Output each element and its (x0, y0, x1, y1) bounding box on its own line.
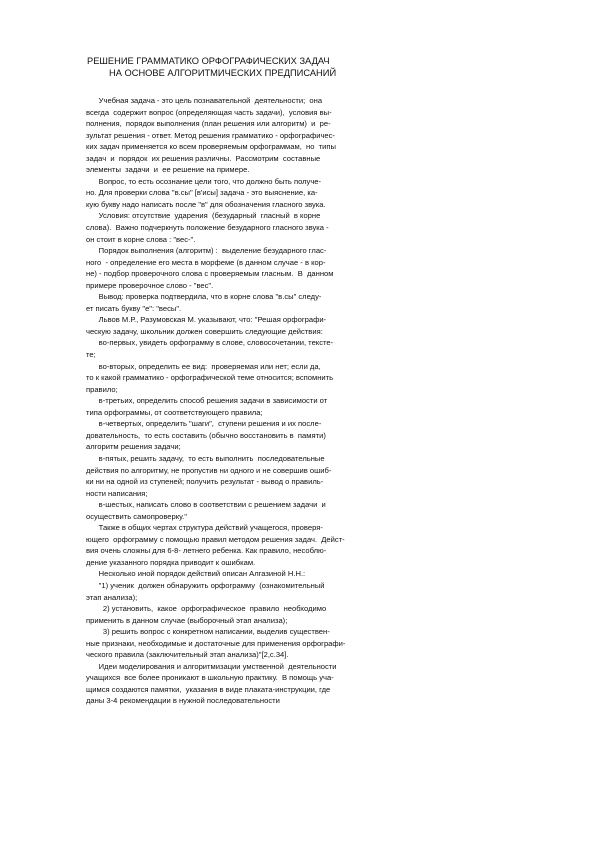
text-line: в-четвертых, определить "шаги", ступени решения и их после- (86, 419, 322, 429)
text-line: применить в данном случае (выборочный этап анализа); (86, 615, 288, 625)
text-line: Условия: отсутствие ударения (безударный гласный в корне (86, 211, 321, 221)
text-line: осуществить самопроверку." (86, 511, 187, 521)
text-line: довательность, то есть составить (обычно восстановить в памяти) (86, 430, 326, 440)
text-line: полнения, порядок выполнения (план решения или алгоритм) и ре- (86, 119, 331, 129)
title-line-2: НА ОСНОВЕ АЛГОРИТМИЧЕСКИХ ПРЕДПИСАНИЙ (109, 68, 337, 78)
text-line: учащихся все более проникают в школьную практику. В помощь уча- (86, 673, 334, 683)
text-line: Также в общих чертах структура действий учащегося, проверя- (86, 523, 323, 533)
text-line: ческого правила (заключительный этап анализа)"[2,с.34]. (86, 650, 289, 660)
text-line: 2) установить, какое орфографическое правило необходимо (86, 604, 327, 614)
text-line: но. Для проверки слова "в.сы" [в'исы] задача - это выяснение, ка- (86, 188, 318, 198)
text-line: во-первых, увидеть орфограмму в слове, словосочетании, тексте- (86, 338, 334, 348)
page-title (87, 55, 507, 79)
text-line: 3) решить вопрос с конкретном написании, выделив существен- (86, 627, 330, 637)
text-line: Вопрос, то есть осознание цели того, что должно быть получе- (86, 176, 322, 186)
text-line: Вывод: проверка подтвердила, что в корне слова "в.сы" следу- (86, 292, 322, 302)
text-line: те; (86, 350, 96, 360)
text-line: ет писать букву "е": "весы". (86, 303, 182, 313)
text-line: элементы задачи и ее решение на примере. (86, 165, 250, 175)
text-line: Львов М.Р., Разумовская М. указывают, что: "Решая орфографи- (86, 315, 327, 325)
text-line: алгоритм решения задачи; (86, 442, 181, 452)
text-line: зультат решения - ответ. Метод решения грамматико - орфографичес- (86, 130, 335, 140)
body-text (86, 95, 436, 707)
text-line: типа орфограммы, от соответствующего правила; (86, 407, 263, 417)
text-line: в-пятых, решить задачу, то есть выполнить последовательные (86, 453, 325, 463)
text-line: во-вторых, определить ее вид: проверяемая или нет; если да, (86, 361, 321, 371)
text-line: Несколько иной порядок действий описан Алгазиной Н.Н.: (86, 569, 306, 579)
text-line: всегда содержит вопрос (определяющая часть задачи), условия вы- (86, 107, 332, 117)
text-line: дение указанного порядка приводит к ошибкам. (86, 557, 256, 567)
text-line: ности написания; (86, 488, 148, 498)
text-line: даны 3-4 рекомендации в нужной последовательности (86, 696, 280, 706)
text-line: Порядок выполнения (алгоритм) : выделение безударного глас- (86, 246, 327, 256)
text-line: в-третьих, определить способ решения задачи в зависимости от (86, 396, 328, 406)
text-line: этап анализа); (86, 592, 138, 602)
text-line: действия по алгоритму, не пропустив ни одного и не совершив ошиб- (86, 465, 332, 475)
text-line: ные признаки, необходимые и достаточные для применения орфографи- (86, 638, 346, 648)
text-line: ного - определение его места в морфеме (в данном случае - в кор- (86, 257, 326, 267)
text-line: то к какой грамматико - орфографической теме относится; вспомнить (86, 373, 334, 383)
text-line: правило; (86, 384, 118, 394)
text-line: в-шестых, написать слово в соответствии с решением задачи и (86, 500, 326, 510)
text-line: не) - подбор проверочного слова с проверяемым гласным. В данном (86, 269, 334, 279)
text-line: задач и порядок их решения различны. Рассмотрим составные (86, 153, 321, 163)
text-line: кую букву надо написать после "в" для обозначения гласного звука. (86, 199, 326, 209)
text-line: ки ни на одной из ступеней; получить результат - вывод о правиль- (86, 477, 324, 487)
text-line: "1) ученик должен обнаружить орфограмму (ознакомительный (86, 580, 325, 590)
text-line: слова). Важно подчеркнуть положение безударного гласного звука - (86, 223, 329, 233)
title-line-1: РЕШЕНИЕ ГРАММАТИКО ОРФОГРАФИЧЕСКИХ ЗАДАЧ (87, 56, 330, 66)
text-line: Учебная задача - это цель познавательной деятельности; она (86, 96, 323, 105)
text-line: ческую задачу, школьник должен совершить следующие действия: (86, 326, 323, 336)
text-line: он стоит в корне слова : "вес-". (86, 234, 196, 244)
text-line: Идеи моделирования и алгоритмизации умственной деятельности (86, 661, 337, 671)
text-line: ких задач применяется ко всем проверяемым орфограммам, но типы (86, 142, 336, 152)
text-line: вия очень сложны для 6-8- летнего ребенка. Как правило, несоблю- (86, 546, 327, 556)
text-line: примере проверочное слово - "вес". (86, 280, 214, 290)
text-line: ющего орфограмму с помощью правил методом решения задач. Дейст- (86, 534, 345, 544)
text-line: щимся создаются памятки, указания в виде плаката-инструкции, где (86, 684, 331, 694)
